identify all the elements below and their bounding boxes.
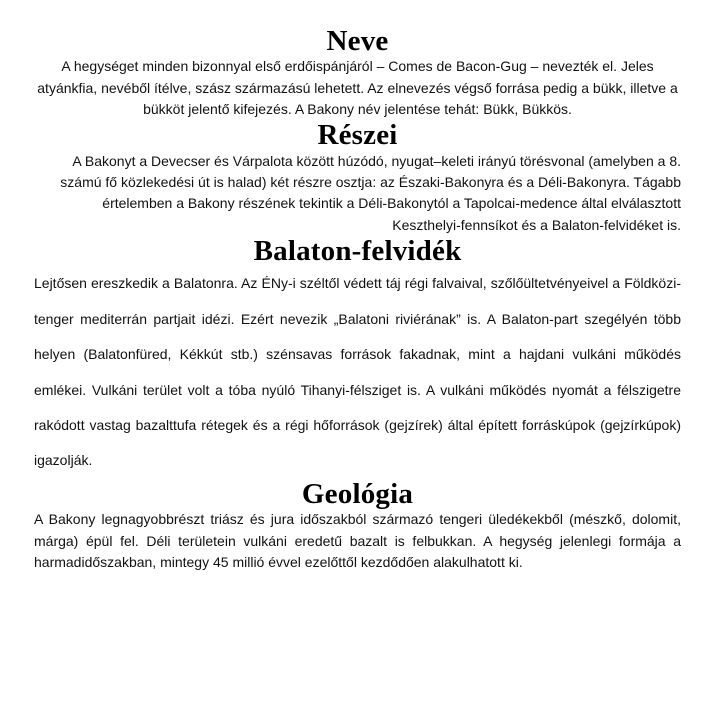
neve-heading: Neve: [326, 25, 389, 57]
section-balaton-felvidek: [34, 236, 681, 479]
section-neve: [34, 26, 681, 120]
balaton-felvidek-heading: Balaton-felvidék: [253, 234, 462, 267]
neve-paragraph: A hegységet minden bizonnyal első erdőispánjáról – Comes de Bacon-Gug – nevezték el. Jeles atyánkfia, nevéből ítélve, szász származású lehetett. Az elnevezés végső forrása pedig a bükk, illetve a bükköt jelentő kifejezés. A Bakony név jelentése tehát: Bükk, Bükkös.: [37, 58, 678, 118]
balaton-felvidek-paragraph: Lejtősen ereszkedik a Balatonra. Az ÉNy-i széltől védett táj régi falvaival, szőlőültetvényeivel a Földközi-tenger mediterrán partjait idézi. Ezért nevezik „Balatoni riviérának” is. A Balaton-part szegélyén több helyen (Balatonfüred, Kékkút stb.) szénsavas források fakadnak, mint a hajdani vulkáni működés emlékei. Vulkáni terület volt a tóba nyúló Tihanyi-félsziget is. A vulkáni működés nyomát a félszigetre rakódott vastag bazalttufa rétegek és a régi hőforrások (gejzírek) által épített forráskúpok (gejzírkúpok) igazolják.: [34, 275, 681, 469]
reszei-heading: Részei: [317, 119, 398, 152]
geologia-paragraph: A Bakony legnagyobbrészt triász és jura időszakból származó tengeri üledékekből (mészkő, dolomit, márga) épül fel. Déli területein vulkáni eredetű bazalt is felbukkan. A hegység jelenlegi formája a harmadidőszakban, mintegy 45 millió évvel ezelőttől kezdődően alakulhatott ki.: [34, 511, 681, 571]
section-geologia: [34, 479, 681, 574]
geologia-heading: Geológia: [301, 477, 414, 510]
section-reszei: [34, 120, 681, 236]
reszei-paragraph: A Bakonyt a Devecser és Várpalota között húzódó, nyugat–keleti irányú törésvonal (amelyben a 8. számú fő közlekedési út is halad) két részre osztja: az Északi-Bakonyra és a Déli-Bakonyra. Tágabb értelemben a Bakony részének tekintik a Déli-Bakonytól a Tapolcai-medence által elválasztott Keszthelyi-fennsíkot és a Balaton-felvidéket is.: [60, 152, 681, 233]
